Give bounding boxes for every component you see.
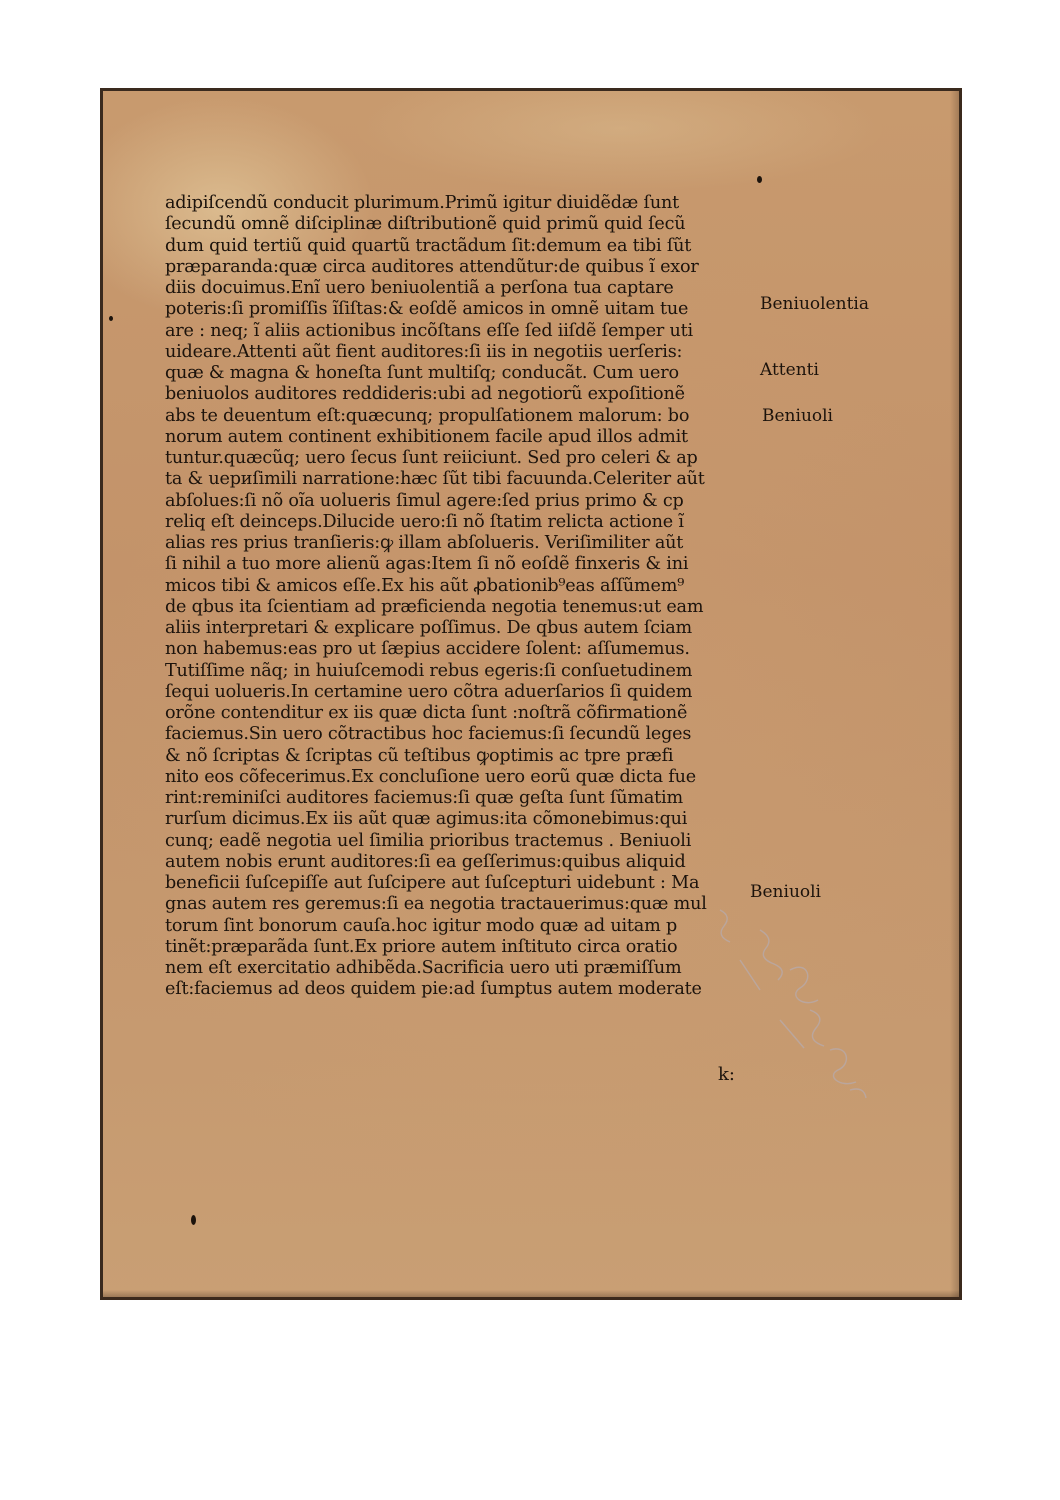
page-bottom-shadow <box>100 1290 962 1300</box>
text-column <box>165 193 765 1001</box>
text-line: torum ſint bonorum cauſa.hoc igitur modo quæ ad uitam p <box>165 915 678 936</box>
text-line: eſt:faciemus ad deos quidem pie:ad ſumptus autem moderate <box>165 979 702 1000</box>
text-line: beniuolos auditores reddideris:ubi ad negotiorũ expoſitionẽ <box>165 384 685 405</box>
text-line: poteris:ſi promiſſis ĩſiſtas:& eoſdẽ amicos in omnẽ uitam tue <box>165 299 689 320</box>
text-line: diis docuimus.Enĩ uero beniuolentiã a perſona tua captare <box>165 278 674 298</box>
ink-dot-bottom <box>191 1215 196 1225</box>
text-line: & nõ ſcriptas & ſcriptas cũ teſtibus ꝙoptimis ac tpre præfi <box>165 745 674 766</box>
text-line: ta & uериſimili narratione:hæc ſũt tibi facuunda.Celeriter aũt <box>165 469 705 490</box>
text-line: nem eſt exercitatio adhibẽda.Sacrificia uero uti præmiſſum <box>165 958 682 978</box>
margin-note-attenti: Attenti <box>760 360 819 380</box>
library-stamp-mark <box>700 900 890 1120</box>
text-line: beneficii ſuſcepiſſe aut ſuſcipere aut ſuſcepturi uidebunt : Ma <box>165 873 700 893</box>
text-line: rint:reminiſci auditores faciemus:ſi quæ geſta ſunt ſũmatim <box>165 788 683 808</box>
text-line: abſolues:ſi nõ oĩa uolueris ſimul agere:ſed prius primo & cp <box>165 490 684 511</box>
text-line: uideare.Attenti aũt fient auditores:ſi iis in negotiis uerſeris: <box>165 341 683 362</box>
text-line: gnas autem res geremus:ſi ea negotia tractauerimus:quæ mul <box>165 894 707 915</box>
text-line: tuntur.quæcũq; uero ſecus ſunt reiiciunt. Sed pro celeri & ap <box>165 448 698 468</box>
text-line: reliq eſt deinceps.Dilucide uero:ſi nõ ſtatim relicta actione ĩ <box>165 511 684 532</box>
text-line: quæ & magna & honeſta ſunt multiſq; conducãt. Cum uero <box>165 363 679 383</box>
margin-note-beniuoli-lower: Beniuoli <box>750 882 821 902</box>
text-line: tinẽt:præparãda ſunt.Ex priore autem inſtituto circa oratio <box>165 936 678 957</box>
margin-note-beniuolentia: Beniuolentia <box>760 294 869 314</box>
page-edge-shadow <box>950 88 962 1300</box>
ink-dot-left <box>109 316 113 321</box>
text-line: alias res prius tranſieris:ꝙ illam abſolueris. Veriſimiliter aũt <box>165 533 684 553</box>
text-line: adipiſcendũ conducit plurimum.Primũ igitur diuidẽdæ ſunt <box>165 193 679 213</box>
text-line: aliis interpretari & explicare poſſimus. De qbus autem ſciam <box>165 618 693 638</box>
text-line: non habemus:eas pro ut ſæpius accidere ſolent: aſſumemus. <box>165 639 690 660</box>
margin-note-beniuoli: Beniuoli <box>762 406 833 426</box>
folio-signature: k: <box>718 1064 735 1085</box>
text-line: ſi nihil a tuo more alienũ agas:Item ſi nõ eoſdẽ finxeris & ini <box>165 554 689 575</box>
text-line: ſecundũ omnẽ diſciplinæ diſtributionẽ quid primũ quid ſecũ <box>165 214 686 235</box>
text-line: abs te deuentum eſt:quæcunq; propulſationem malorum: bo <box>165 405 690 426</box>
text-line: micos tibi & amicos eſſe.Ex his aũt ꝓbationib⁹eas aſſũmem⁹ <box>165 575 685 596</box>
text-line: are : neq; ĩ aliis actionibus incõſtans eſſe ſed iiſdẽ ſemper uti <box>165 320 693 341</box>
ink-dot-top <box>757 176 762 183</box>
text-line: nito eos cõfecerimus.Ex concluſione uero eorũ quæ dicta fue <box>165 766 696 787</box>
text-line: rurſum dicimus.Ex iis aũt quæ agimus:ita cõmonebimus:qui <box>165 809 688 830</box>
text-line: cunq; eadẽ negotia uel ſimilia prioribus tractemus . Beniuoli <box>165 830 692 851</box>
text-line: ſequi uolueris.In certamine uero cõtra aduerſarios ſi quidem <box>165 681 693 702</box>
text-line: faciemus.Sin uero cõtractibus hoc faciemus:ſi ſecundũ leges <box>165 724 692 745</box>
text-line: norum autem continent exhibitionem facile apud illos admit <box>165 426 688 447</box>
text-line: præparanda:quæ circa auditores attendũtur:de quibus ĩ exor <box>165 256 699 277</box>
text-line: autem nobis erunt auditores:ſi ea geſſerimus:quibus aliquid <box>165 851 686 872</box>
text-line: de qbus ita ſcientiam ad præficienda negotia tenemus:ut eam <box>165 596 704 617</box>
text-line: orõne contenditur ex iis quæ dicta ſunt :noſtrã cõfirmationẽ <box>165 703 688 723</box>
text-line: dum quid tertiũ quid quartũ tractãdum ſit:demum ea tibi ſũt <box>165 235 692 256</box>
text-line: Tutiſſime nãq; in huiuſcemodi rebus egeris:ſi conſuetudinem <box>165 660 693 681</box>
